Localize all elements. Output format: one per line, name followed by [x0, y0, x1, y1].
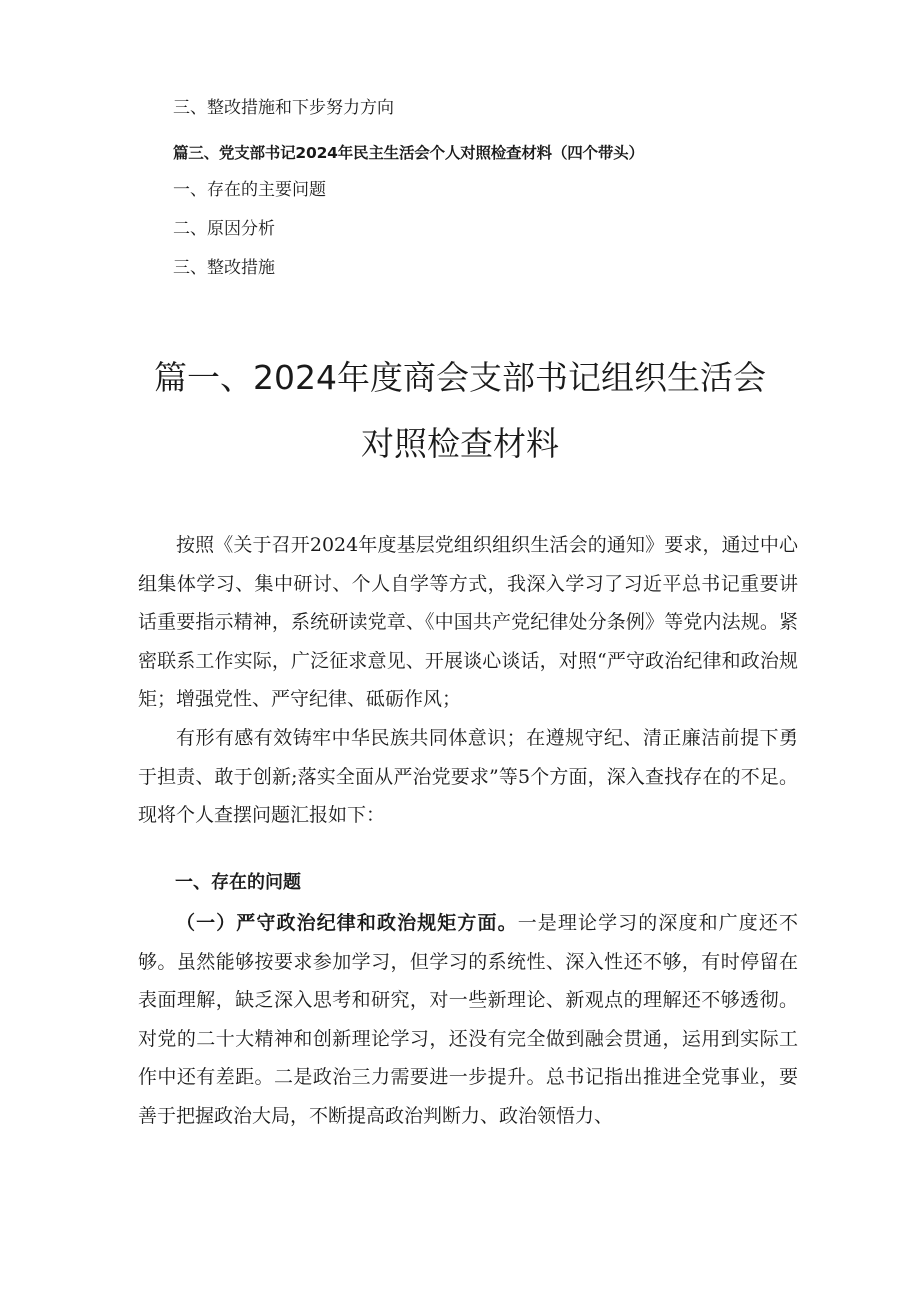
- toc-item-part-three-title: 篇三、党支部书记2024年民主生活会个人对照检查材料（四个带头）: [173, 144, 644, 162]
- section-heading-problems: 一、存在的问题: [175, 872, 301, 893]
- toc-item-main-problems: 一、存在的主要问题: [173, 180, 326, 200]
- toc-item-rectification-measures: 三、整改措施: [173, 258, 275, 278]
- problem-paragraph-block: [138, 904, 798, 1136]
- article-title-line-2: 对照检查材料: [361, 424, 559, 463]
- problem-paragraph-body: 一是理论学习的深度和广度还不够。虽然能够按要求参加学习，但学习的系统性、深入性还不够，有时停留在表面理解，缺乏深入思考和研究，对一些新理论、新观点的理解还不够透彻。对党的二十大精神和创新理论学习，还没有完全做到融会贯通，运用到实际工作中还有差距。二是政治三力需要进一步提升。总书记指出推进全党事业，要善于把握政治大局，不断提高政治判断力、政治领悟力、: [138, 912, 798, 1127]
- toc-item-rectification-direction: 三、整改措施和下步努力方向: [173, 98, 394, 118]
- toc-item-cause-analysis: 二、原因分析: [173, 219, 275, 239]
- intro-paragraph-2: 有形有感有效铸牢中华民族共同体意识；在遵规守纪、清正廉洁前提下勇于担责、敢于创新;落实全面从严治党要求”等5个方面，深入查找存在的不足。现将个人查摆问题汇报如下：: [138, 726, 798, 827]
- intro-paragraph-1: 按照《关于召开2024年度基层党组织组织生活会的通知》要求，通过中心组集体学习、集中研讨、个人自学等方式，我深入学习了习近平总书记重要讲话重要指示精神，系统研读党章、《中国共产党纪律处分条例》等党内法规。紧密联系工作实际，广泛征求意见、开展谈心谈话，对照“严守政治纪律和政治规矩；增强党性、严守纪律、砥砺作风；: [138, 534, 798, 711]
- article-title-line-1: 篇一、2024年度商会支部书记组织生活会: [154, 358, 766, 397]
- intro-paragraphs: [138, 526, 798, 835]
- problem-paragraph-lead: （一）严守政治纪律和政治规矩方面。: [176, 912, 518, 934]
- problem-paragraph-1: [138, 904, 798, 1136]
